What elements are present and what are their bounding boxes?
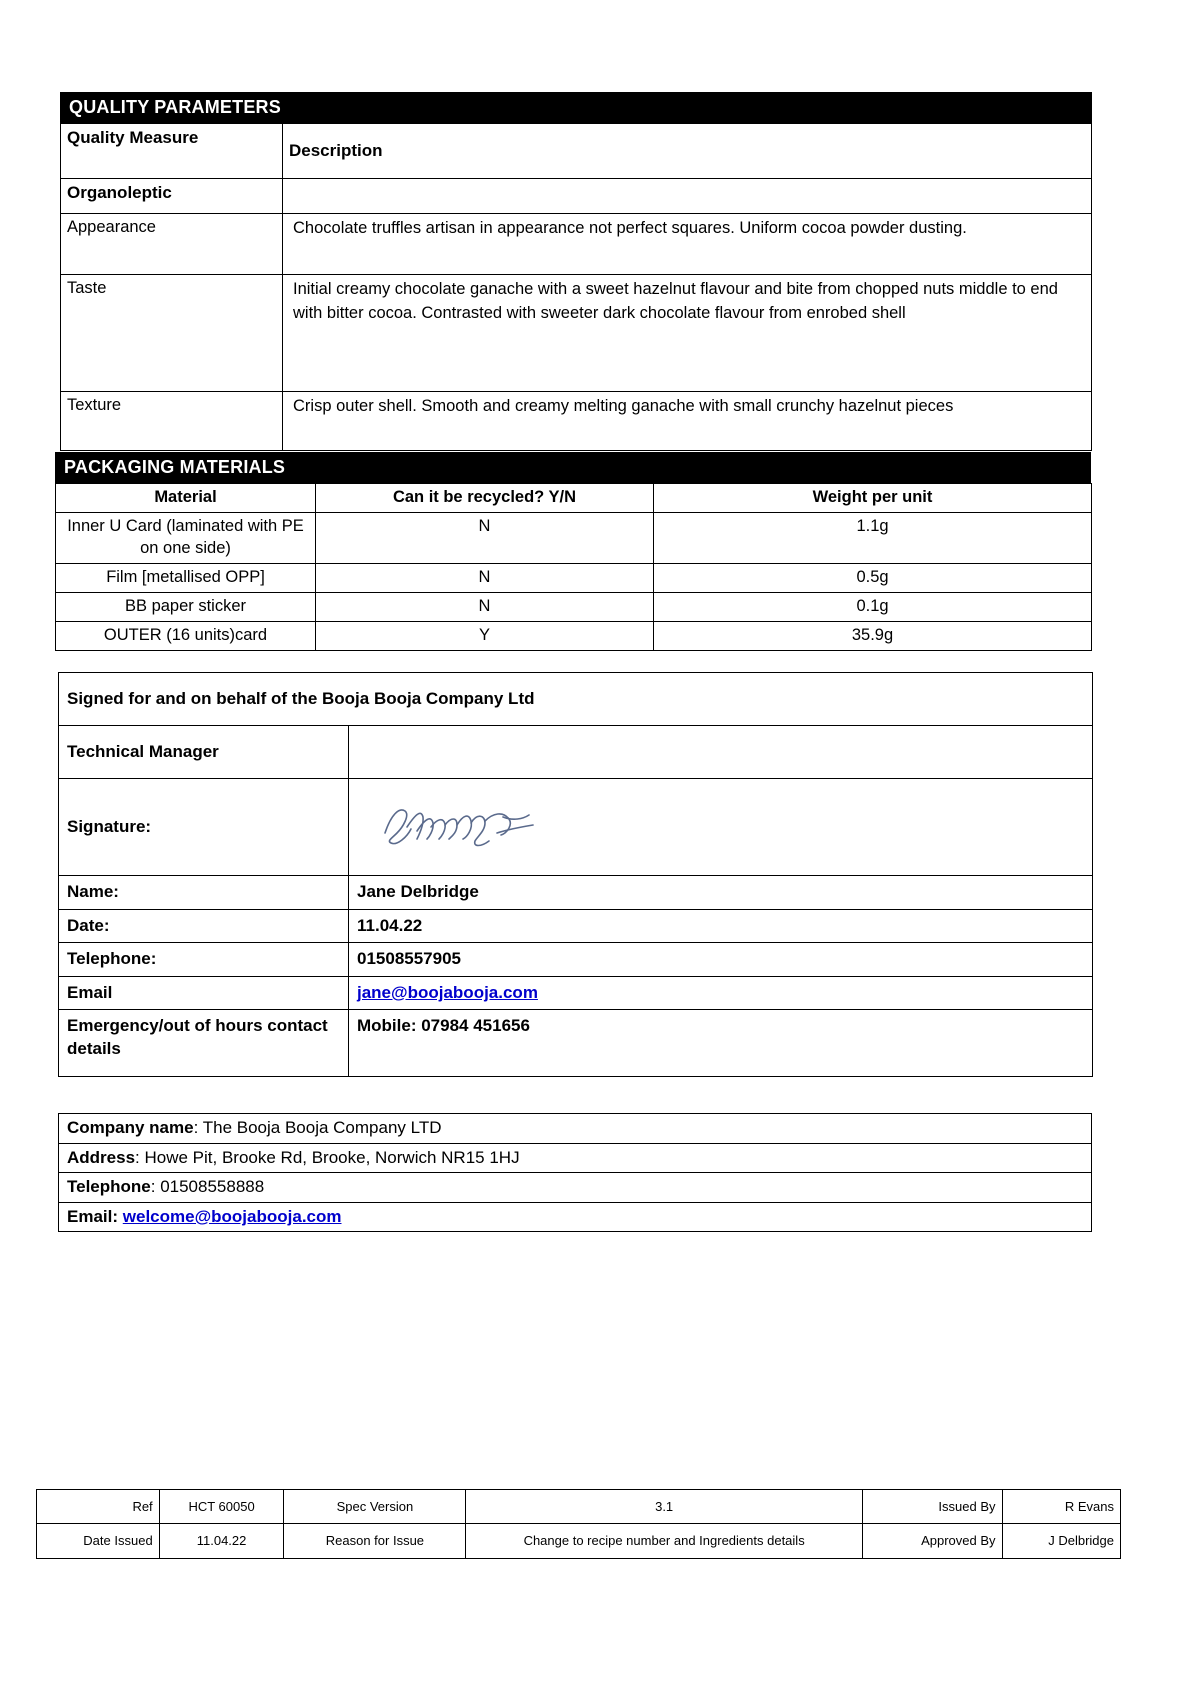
reason-for-issue-label: Reason for Issue bbox=[284, 1524, 466, 1558]
table-row bbox=[61, 275, 1092, 392]
quality-parameters-section bbox=[60, 92, 1092, 451]
table-row bbox=[61, 124, 1092, 179]
table-row bbox=[59, 943, 1093, 977]
ref-label: Ref bbox=[37, 1490, 160, 1524]
table-row bbox=[59, 1010, 1093, 1077]
company-name-value: : The Booja Booja Company LTD bbox=[193, 1118, 442, 1137]
table-row bbox=[56, 621, 1092, 650]
quality-measure-header: Quality Measure bbox=[61, 124, 283, 179]
recyclable-header: Can it be recycled? Y/N bbox=[316, 484, 654, 513]
telephone-value: 01508557905 bbox=[349, 943, 1093, 977]
footer-table bbox=[36, 1489, 1121, 1559]
emergency-contact-value: Mobile: 07984 451656 bbox=[349, 1010, 1093, 1077]
texture-description: Crisp outer shell. Smooth and creamy melting ganache with small crunchy hazelnut pieces bbox=[283, 392, 1092, 451]
table-row bbox=[59, 1114, 1092, 1144]
packaging-materials-header: PACKAGING MATERIALS bbox=[55, 452, 1091, 483]
date-label: Date: bbox=[59, 909, 349, 943]
material-recyclable: N bbox=[316, 563, 654, 592]
signatory-email-link[interactable]: jane@boojabooja.com bbox=[357, 982, 538, 1002]
material-name: OUTER (16 units)card bbox=[56, 621, 316, 650]
technical-manager-label: Technical Manager bbox=[59, 726, 349, 779]
appearance-description: Chocolate truffles artisan in appearance not perfect squares. Uniform cocoa powder dusting. bbox=[283, 214, 1092, 275]
ref-value: HCT 60050 bbox=[159, 1490, 284, 1524]
date-issued-label: Date Issued bbox=[37, 1524, 160, 1558]
table-row bbox=[59, 1202, 1092, 1232]
material-weight: 35.9g bbox=[654, 621, 1092, 650]
company-email-row bbox=[59, 1202, 1092, 1232]
spec-version-value: 3.1 bbox=[466, 1490, 863, 1524]
taste-label: Taste bbox=[61, 275, 283, 392]
table-row bbox=[61, 179, 1092, 214]
material-recyclable: N bbox=[316, 512, 654, 563]
appearance-label: Appearance bbox=[61, 214, 283, 275]
company-email-label: Email: bbox=[67, 1206, 119, 1226]
approved-by-label: Approved By bbox=[862, 1524, 1002, 1558]
name-label: Name: bbox=[59, 876, 349, 910]
document-footer bbox=[36, 1489, 1121, 1559]
telephone-label: Telephone: bbox=[59, 943, 349, 977]
material-name: Film [metallised OPP] bbox=[56, 563, 316, 592]
material-header: Material bbox=[56, 484, 316, 513]
table-row bbox=[59, 1143, 1092, 1173]
table-row bbox=[59, 909, 1093, 943]
material-name: BB paper sticker bbox=[56, 592, 316, 621]
company-telephone-row bbox=[59, 1173, 1092, 1203]
material-recyclable: Y bbox=[316, 621, 654, 650]
table-row bbox=[56, 512, 1092, 563]
packaging-materials-table bbox=[55, 483, 1092, 651]
organoleptic-label: Organoleptic bbox=[61, 179, 283, 214]
material-weight: 0.1g bbox=[654, 592, 1092, 621]
table-row bbox=[59, 726, 1093, 779]
email-label: Email bbox=[59, 976, 349, 1010]
texture-label: Texture bbox=[61, 392, 283, 451]
signatory-table bbox=[58, 672, 1093, 1077]
company-details-section bbox=[58, 1113, 1092, 1232]
company-address-label: Address bbox=[67, 1147, 136, 1167]
packaging-materials-section bbox=[55, 452, 1091, 651]
table-row bbox=[56, 563, 1092, 592]
description-header: Description bbox=[283, 124, 1092, 179]
quality-parameters-table bbox=[60, 123, 1092, 451]
organoleptic-value bbox=[283, 179, 1092, 214]
material-recyclable: N bbox=[316, 592, 654, 621]
technical-manager-value bbox=[349, 726, 1093, 779]
table-row bbox=[59, 1173, 1092, 1203]
emergency-contact-label: Emergency/out of hours contact details bbox=[59, 1010, 349, 1077]
company-telephone-label: Telephone bbox=[67, 1177, 151, 1197]
company-telephone-value: : 01508558888 bbox=[150, 1177, 265, 1197]
approved-by-value: J Delbridge bbox=[1002, 1524, 1120, 1558]
company-name-label: Company name bbox=[67, 1118, 194, 1137]
company-details-table bbox=[58, 1113, 1092, 1232]
email-value-cell bbox=[349, 976, 1093, 1010]
name-value: Jane Delbridge bbox=[349, 876, 1093, 910]
spec-version-label: Spec Version bbox=[284, 1490, 466, 1524]
material-weight: 1.1g bbox=[654, 512, 1092, 563]
table-row bbox=[37, 1490, 1121, 1524]
reason-for-issue-value: Change to recipe number and Ingredients details bbox=[466, 1524, 863, 1558]
table-row bbox=[59, 976, 1093, 1010]
table-header-row bbox=[56, 484, 1092, 513]
weight-header: Weight per unit bbox=[654, 484, 1092, 513]
taste-description: Initial creamy chocolate ganache with a sweet hazelnut flavour and bite from chopped nuts middle to end with bitter cocoa. Contrasted with sweeter dark chocolate flavour from enrobed shell bbox=[283, 275, 1092, 392]
table-row bbox=[56, 592, 1092, 621]
issued-by-value: R Evans bbox=[1002, 1490, 1120, 1524]
company-address-value: : Howe Pit, Brooke Rd, Brooke, Norwich NR15 1HJ bbox=[135, 1147, 520, 1167]
quality-parameters-header: QUALITY PARAMETERS bbox=[60, 92, 1092, 123]
table-row bbox=[59, 779, 1093, 876]
signature-cell bbox=[349, 779, 1093, 876]
signature-label: Signature: bbox=[59, 779, 349, 876]
company-email-link[interactable]: welcome@boojabooja.com bbox=[122, 1206, 342, 1226]
signatory-title: Signed for and on behalf of the Booja Booja Company Ltd bbox=[59, 673, 1093, 726]
table-row bbox=[59, 876, 1093, 910]
table-row bbox=[61, 214, 1092, 275]
handwritten-signature-icon bbox=[377, 797, 547, 857]
table-row bbox=[37, 1524, 1121, 1558]
signatory-section bbox=[58, 672, 1092, 1077]
issued-by-label: Issued By bbox=[862, 1490, 1002, 1524]
table-row bbox=[61, 392, 1092, 451]
date-issued-value: 11.04.22 bbox=[159, 1524, 284, 1558]
company-address-row bbox=[59, 1143, 1092, 1173]
company-name-row bbox=[59, 1114, 1092, 1144]
date-value: 11.04.22 bbox=[349, 909, 1093, 943]
material-name: Inner U Card (laminated with PE on one side) bbox=[56, 512, 316, 563]
table-row bbox=[59, 673, 1093, 726]
material-weight: 0.5g bbox=[654, 563, 1092, 592]
